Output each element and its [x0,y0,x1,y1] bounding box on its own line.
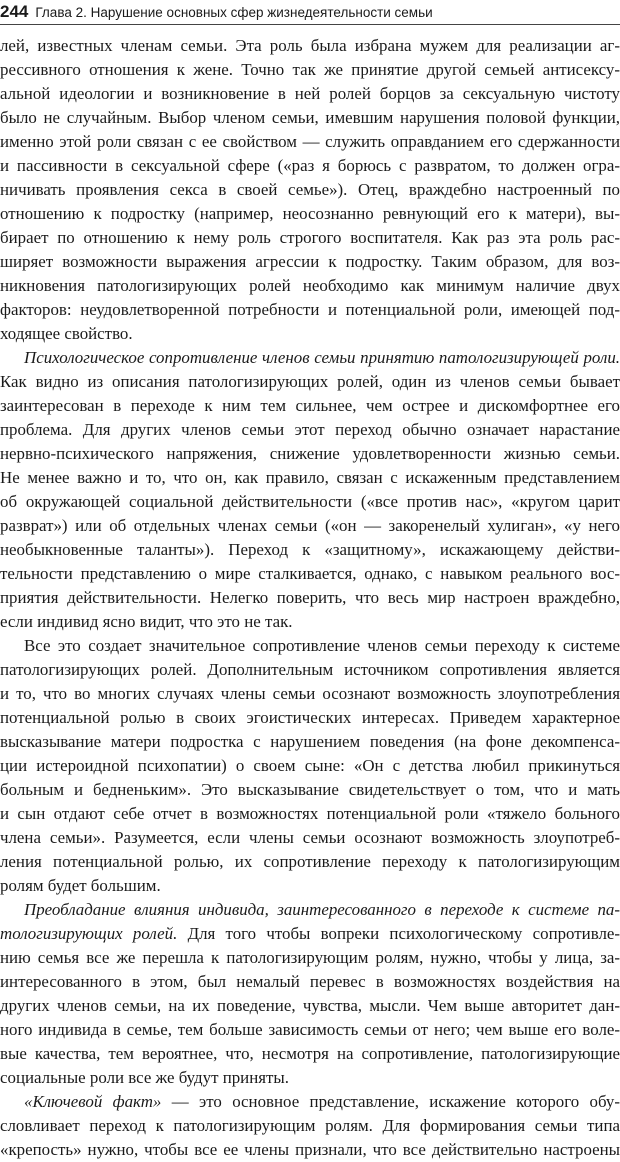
line-text: члена семьи». Разумеется, если члены семьи осознают возможность злоупотреб- [0,828,620,847]
text-line [0,706,620,730]
text-line [0,850,620,874]
line-text: нервно-психического напряжения, снижение удовлетворенности жизнью семьи. [0,444,620,463]
text-line [0,514,620,538]
line-text: лей, известных членам семьи. Эта роль была избрана мужем для реализации аг- [0,36,620,55]
line-text: ходящее свойство. [0,324,133,343]
text-line [0,562,620,586]
line-text: и то, что во многих случаях члены семьи осознают возможность злоупотребления [0,684,620,703]
line-text: необыкновенные таланты»). Переход к «защитному», искажающему действи- [0,540,620,559]
text-line [0,1066,620,1090]
text-line [0,898,620,922]
line-text: социальные роли все же будут приняты. [0,1068,289,1087]
text-line [0,1042,620,1066]
text-line [0,370,620,394]
text-line [0,538,620,562]
text-line [0,1090,620,1114]
text-line [0,946,620,970]
text-line [0,754,620,778]
line-text: Психологическое сопротивление членов семьи принятию патологизирующей роли. [24,348,620,367]
text-line [0,394,620,418]
line-text: Все это создает значительное сопротивление членов семьи переходу к системе [24,636,620,655]
text-line [0,1114,620,1138]
text-line [0,202,620,226]
line-text: тельности представлению о мире сталкивается, однако, с навыком реального вос- [0,564,620,583]
text-line [0,802,620,826]
chapter-title: Глава 2. Нарушение основных сфер жизнедеятельности семьи [35,5,433,20]
text-line [0,34,620,58]
text-line [0,682,620,706]
line-text: никновения патологизирующих ролей необходимо как минимум наличие двух [0,276,620,295]
text-line [0,442,620,466]
line-text: ления потенциальной ролью, их сопротивление переходу к патологизирующим [0,852,620,871]
line-text: ролям будет большим. [0,876,161,895]
running-head [0,0,620,22]
line-text: и сын отдают себе отчет в возможностях потенциальной роли «тяжело больного [0,804,620,823]
line-text: рессивного отношения к жене. Точно так же принятие другой семьей антисексу- [0,60,620,79]
line-text: ширяет возможности выражения агрессии к подростку. Таким образом, для воз- [0,252,620,271]
line-text: вые качества, тем вероятнее, что, несмотря на сопротивление, патологизирующие [0,1044,620,1063]
text-line [0,994,620,1018]
header-rule [0,24,620,25]
text-line [0,250,620,274]
text-line [0,1018,620,1042]
line-text: приятия действительности. Нелегко поверить, что весь мир настроен враждебно, [0,588,620,607]
text-line [0,610,620,634]
line-text: словливает переход к патологизирующим ролям. Для формирования семьи типа [0,1116,620,1135]
line-text: ного индивида в семье, тем больше зависимость семьи от него; чем выше его воле- [0,1020,620,1039]
line-text: высказывание матери подростка с нарушением поведения (на фоне декомпенса- [0,732,620,751]
text-line [0,922,620,946]
text-line [0,274,620,298]
line-text: заинтересован в переходе к ним тем сильнее, чем острее и дискомфортнее его [0,396,620,415]
text-line [0,418,620,442]
text-line [0,82,620,106]
line-text: патологизирующих ролей. Дополнительным источником сопротивления является [0,660,620,679]
line-text: больным и бедненьким». Это высказывание свидетельствует о том, что и мать [0,780,620,799]
line-text: Не менее важно и то, что он, как правило, связан с искаженным представлением [0,468,620,487]
text-line [0,298,620,322]
text-line [0,130,620,154]
text-line [0,466,620,490]
line-text: было не случайным. Выбор членом семьи, имевшим нарушения половой функции, [0,108,620,127]
italic-run: «Ключевой факт» [24,1092,162,1111]
line-text: — это основное представление, искажение которого обу- [161,1092,620,1111]
text-line [0,778,620,802]
line-text: других членов семьи, на их поведение, чувства, мысли. Чем выше авторитет дан- [0,996,620,1015]
line-text: и пассивности в сексуальной сфере («раз я борюсь с развратом, то должен огра- [0,156,620,175]
text-line [0,58,620,82]
text-line [0,178,620,202]
line-text: проблема. Для других членов семьи этот переход обычно означает нарастание [0,420,620,439]
text-line [0,490,620,514]
text-line [0,154,620,178]
line-text: интересованного в этом, был немалый перевес в возможностях воздействия на [0,972,620,991]
line-text: Преобладание влияния индивида, заинтересованного в переходе к системе па- [24,900,620,919]
text-line [0,730,620,754]
line-text: потенциальной ролью в своих эгоистических интересах. Приведем характерное [0,708,620,727]
text-line [0,826,620,850]
body-text [0,34,620,1162]
line-text: Как видно из описания патологизирующих ролей, один из членов семьи бывает [0,372,620,391]
line-text: бирает по отношению к нему роль строгого воспитателя. Как раз эта роль рас- [0,228,620,247]
text-line [0,346,620,370]
line-text: альной идеологии и возникновение в ней ролей борцов за сексуальную чистоту [0,84,620,103]
text-line [0,658,620,682]
line-text: именно этой роли связан с ее свойством — служить оправданием его сдержанности [0,132,620,151]
line-text: об окружающей социальной действительности («все против нас», «кругом царит [0,492,620,511]
text-line [0,970,620,994]
page-number: 244 [0,2,29,21]
text-line [0,322,620,346]
text-line [0,226,620,250]
line-text: если индивид ясно видит, что это не так. [0,612,293,631]
text-line [0,586,620,610]
line-text: Для того чтобы вопреки психологическому сопротивле- [177,924,620,943]
line-text: разврат») или об отдельных членах семьи («он — закоренелый хулиган», «у него [0,516,620,535]
line-text: ничивать проявления секса в своей семье»). Отец, враждебно настроенный по [0,180,620,199]
line-text: отношению к подростку (например, неосознанно ревнующий его к матери), вы- [0,204,620,223]
line-text: «крепость» нужно, чтобы все ее члены признали, что все действительно настроены [0,1140,620,1159]
line-text: факторов: неудовлетворенной потребности и потенциальной роли, имеющей под- [0,300,620,319]
text-line [0,1138,620,1162]
text-line [0,106,620,130]
text-line [0,634,620,658]
line-text: ции истероидной психопатии) о своем сыне: «Он с детства любил прикинуться [0,756,620,775]
line-text: нию семья все же перешла к патологизирующим ролям, нужно, чтобы у лица, за- [0,948,620,967]
italic-run: тологизирующих ролей. [0,924,178,943]
text-line [0,874,620,898]
